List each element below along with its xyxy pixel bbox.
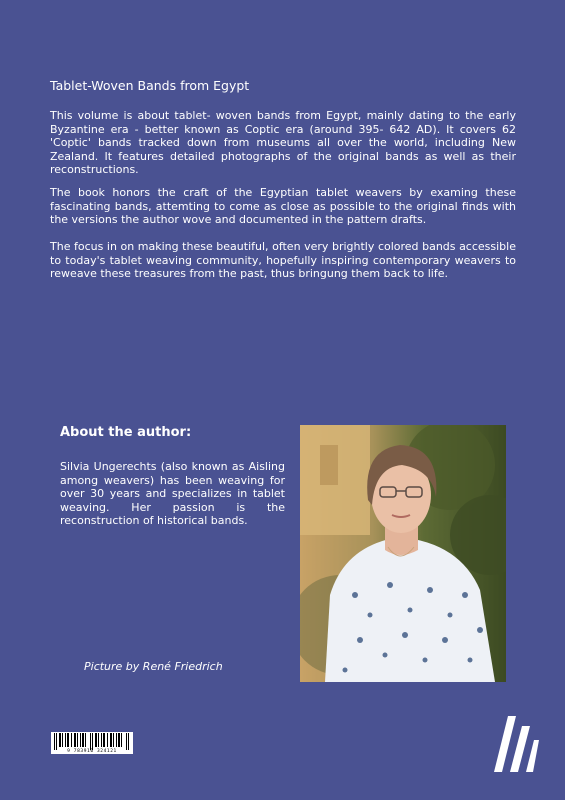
description-paragraph-3: The focus in on making these beautiful, often very brightly colored bands accessible to today's tablet weaving community, hopefully inspiring contemporary weavers to reweave these treasures from the past, thus bringung them back to life. [50,240,516,280]
isbn-barcode [51,732,133,754]
description-paragraph-1: This volume is about tablet- woven bands from Egypt, mainly dating to the early Byzantine era - better known as Coptic era (around 395- 642 AD). It covers 62 'Coptic' bands tracked down from museums all over the world, including New Zealand. It features detailed photographs of the original bands as well as their reconstructions. [50,109,516,176]
description-paragraph-2: The book honors the craft of the Egyptian tablet weavers by examing these fascinating bands, attemting to come as close as possible to the original finds with the versions the author wove and documented in the pattern drafts. [50,186,516,226]
book-title: Tablet-Woven Bands from Egypt [50,78,250,93]
isbn-digits: 9 783910 324121 [67,749,117,754]
publisher-logo-icon [492,712,540,774]
author-bio: Silvia Ungerechts (also known as Aisling among weavers) has been weaving for over 30 years and specializes in tablet weaving. Her passion is the reconstruction of historical bands. [60,460,285,527]
author-portrait [300,425,506,682]
author-heading: About the author: [60,425,192,440]
photo-credit: Picture by René Friedrich [84,660,223,673]
